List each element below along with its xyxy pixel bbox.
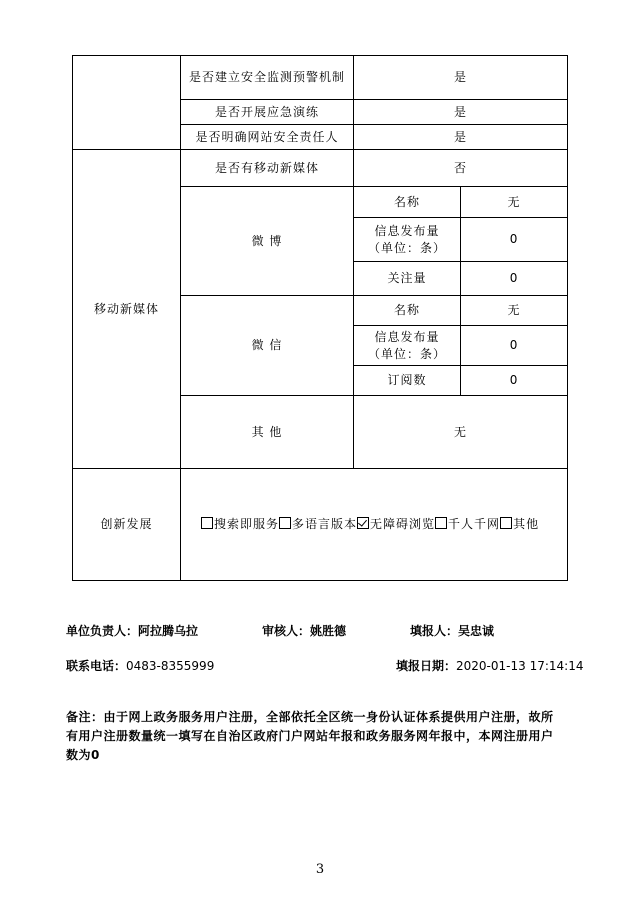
- option-label: 千人千网: [448, 517, 501, 531]
- weibo-follow-value: 0: [461, 262, 568, 296]
- phone: [66, 657, 214, 674]
- date-label: 填报日期：: [396, 659, 457, 673]
- reviewer-label: 审核人：: [262, 624, 311, 638]
- wechat-posts-label-line2: （单位：条）: [367, 346, 446, 361]
- wechat-name-label: 名称: [354, 296, 461, 326]
- reviewer-value: 姚胜德: [310, 624, 347, 638]
- option-accessibility[interactable]: [357, 517, 435, 531]
- mobile-has-label: 是否有移动新媒体: [181, 150, 354, 187]
- checkbox-icon[interactable]: [279, 517, 291, 529]
- weibo-name-value: 无: [461, 187, 568, 218]
- page-number: 3: [315, 862, 325, 877]
- drill-label: 是否开展应急演练: [181, 100, 354, 125]
- security-section-cell: [73, 56, 181, 150]
- unit-head-value: 阿拉腾乌拉: [138, 624, 199, 638]
- wechat-subs-label: 订阅数: [354, 366, 461, 396]
- wechat-posts-label: [354, 326, 461, 366]
- responsible-label: 是否明确网站安全责任人: [181, 125, 354, 150]
- option-label: 多语言版本: [292, 517, 358, 531]
- checkbox-icon[interactable]: [201, 517, 213, 529]
- option-label: 其他: [513, 517, 540, 531]
- drill-value: 是: [354, 100, 568, 125]
- checkbox-icon[interactable]: [435, 517, 447, 529]
- unit-head-label: 单位负责人：: [66, 624, 139, 638]
- monitoring-label: 是否建立安全监测预警机制: [181, 56, 354, 100]
- phone-value: 0483-8355999: [126, 659, 215, 673]
- weibo-follow-label: 关注量: [354, 262, 461, 296]
- phone-label: 联系电话：: [66, 659, 127, 673]
- filler: [410, 622, 494, 639]
- unit-head: [66, 622, 198, 639]
- mobile-has-value: 否: [354, 150, 568, 187]
- remarks-note: 备注：由于网上政务服务用户注册，全部依托全区统一身份认证体系提供用户注册，故所有用户注册数量统一填写在自治区政府门户网站年报和政务服务网年报中，本网注册用户数为0: [66, 710, 554, 762]
- weibo-posts-value: 0: [461, 218, 568, 262]
- checkbox-icon[interactable]: [500, 517, 512, 529]
- responsible-value: 是: [354, 125, 568, 150]
- filler-value: 吴忠诚: [458, 624, 495, 638]
- wechat-posts-value: 0: [461, 326, 568, 366]
- innovation-label: 创新发展: [73, 469, 181, 581]
- option-label: 搜索即服务: [214, 517, 280, 531]
- checkbox-checked-icon[interactable]: [357, 517, 369, 529]
- other-label: 其 他: [181, 396, 354, 469]
- report-table: [72, 55, 568, 581]
- filler-label: 填报人：: [410, 624, 459, 638]
- innovation-options: [181, 469, 568, 581]
- fill-date: [396, 657, 583, 674]
- date-value: 2020-01-13 17:14:14: [456, 659, 584, 673]
- weibo-posts-label: [354, 218, 461, 262]
- mobile-section-label: 移动新媒体: [73, 150, 181, 469]
- option-multilingual[interactable]: [279, 517, 357, 531]
- reviewer: [262, 622, 346, 639]
- option-other[interactable]: [500, 517, 539, 531]
- weibo-name-label: 名称: [354, 187, 461, 218]
- wechat-posts-label-line1: 信息发布量: [374, 329, 440, 344]
- option-search-service[interactable]: [201, 517, 279, 531]
- weibo-label: 微 博: [181, 187, 354, 296]
- option-personalized[interactable]: [435, 517, 500, 531]
- monitoring-value: 是: [354, 56, 568, 100]
- weibo-posts-label-line1: 信息发布量: [374, 223, 440, 238]
- weibo-posts-label-line2: （单位：条）: [367, 240, 446, 255]
- wechat-name-value: 无: [461, 296, 568, 326]
- other-value: 无: [354, 396, 568, 469]
- wechat-subs-value: 0: [461, 366, 568, 396]
- option-label: 无障碍浏览: [370, 517, 436, 531]
- wechat-label: 微 信: [181, 296, 354, 396]
